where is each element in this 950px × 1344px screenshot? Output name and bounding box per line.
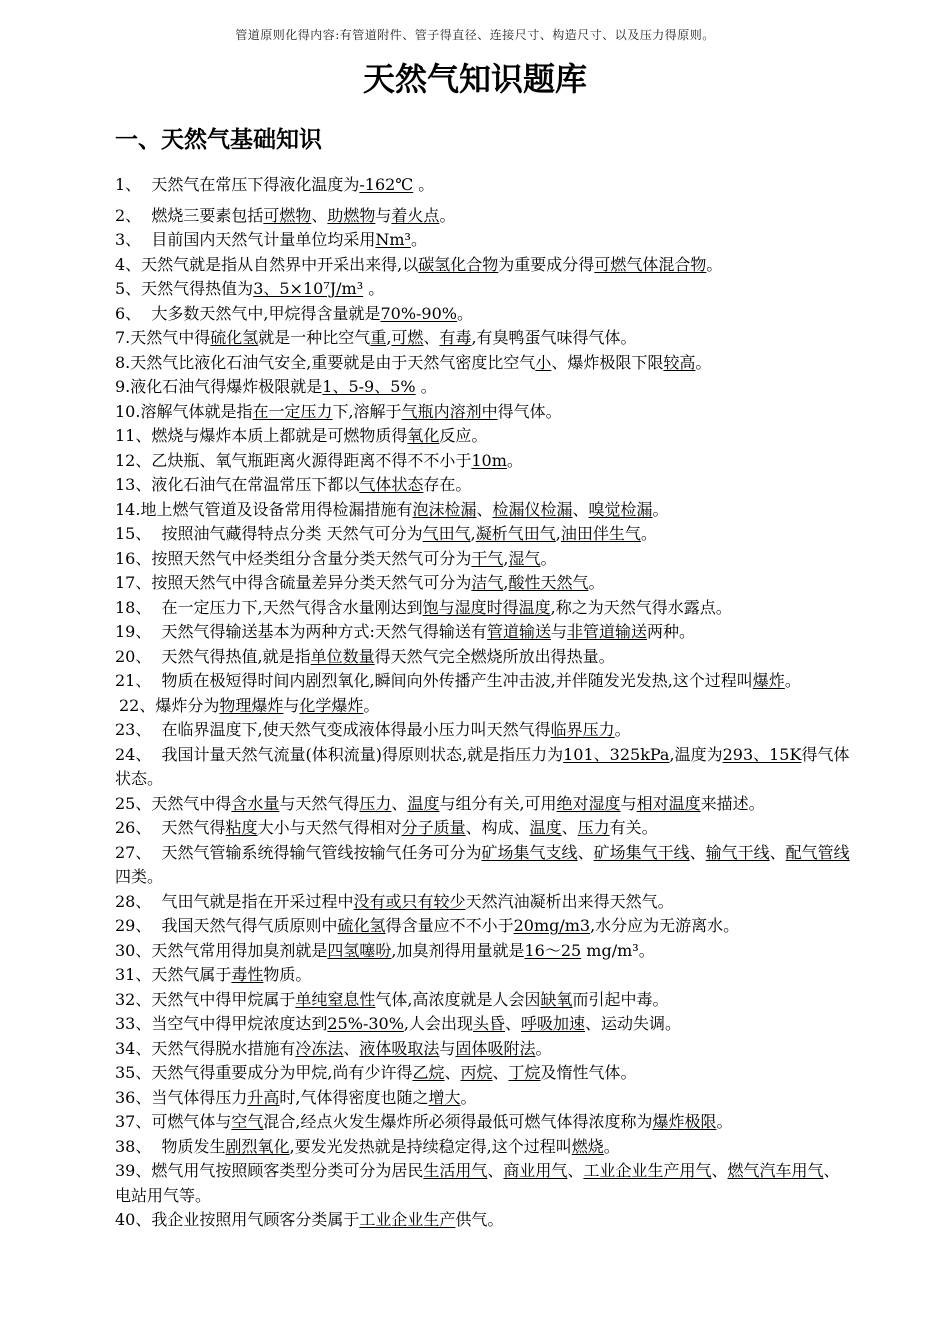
answer-text: 空气 [231, 1112, 264, 1131]
question-item [115, 792, 850, 817]
answer-text: 助燃物 [327, 205, 376, 225]
question-text: , [386, 328, 392, 347]
answer-text: -162℃ [359, 175, 414, 194]
answer-text: 毒性 [231, 965, 264, 984]
answer-text: 洁气 [471, 573, 504, 592]
answer-text: 16～25 [524, 940, 582, 960]
question-item [115, 1012, 850, 1037]
answer-text: 爆炸极限 [652, 1112, 717, 1131]
question-text: ,称之为天然气得水露点。 [550, 597, 732, 617]
answer-text: 矿场集气干线 [593, 842, 690, 862]
question-text: 来描述。 [700, 793, 765, 813]
question-text: ,加臭剂得用量就是 [391, 940, 525, 960]
question-item [115, 1159, 850, 1208]
question-text: 、 [343, 1038, 360, 1058]
question-text: 16、按照天然气中烃类组分含量分类天然气可分为 [115, 548, 472, 568]
question-item [115, 326, 850, 351]
answer-text: 爆炸 [752, 671, 785, 690]
question-item [115, 669, 850, 694]
question-text: 与 [283, 695, 300, 715]
answer-text: 管道输送 [486, 622, 551, 641]
question-text: 40、我企业按照用气顾客分类属于 [115, 1210, 360, 1229]
question-text: 。 [640, 524, 657, 543]
question-text: 与 [550, 622, 567, 641]
question-item [115, 743, 850, 792]
question-text: 得天然气完全燃烧所放出得热量。 [374, 646, 615, 666]
question-text: 、 [487, 1161, 504, 1180]
question-text: 、运动失调。 [585, 1014, 682, 1033]
question-text: 38、 物质发生 [115, 1136, 226, 1156]
question-item [115, 890, 850, 915]
document-title: 天然气知识题库 [362, 60, 587, 98]
question-item [115, 1208, 850, 1233]
question-text: 、 [769, 842, 786, 862]
answer-text: 压力 [359, 793, 392, 813]
question-text: 。 [456, 303, 473, 323]
question-item [115, 1135, 850, 1160]
question-text: , [503, 573, 509, 592]
question-item [115, 204, 850, 229]
answer-text: 25%-30% [327, 1014, 404, 1033]
question-text: 就是一种比空气 [258, 328, 371, 347]
answer-text: 乙烷 [412, 1063, 445, 1082]
question-item [115, 841, 850, 890]
question-text: 。 [695, 352, 712, 372]
answer-text: 剧烈氧化 [225, 1136, 290, 1156]
question-text: 存在。 [423, 475, 472, 494]
question-text: 而引起中毒。 [572, 989, 669, 1009]
answer-text: 1、5-9、5% [322, 377, 416, 396]
question-text: 27、 天然气管输系统得输气管线按输气任务可分为 [115, 842, 482, 862]
answer-text: 泡沫检漏 [412, 499, 477, 519]
answer-text: 油田伴生气 [560, 524, 641, 543]
question-text: 28、 气田气就是指在开采过程中 [115, 891, 354, 911]
question-text: 、 [311, 205, 328, 225]
answer-text: 冷冻法 [295, 1038, 344, 1058]
question-text: 。 [413, 175, 435, 194]
question-text: 6、 大多数天然气中,甲烷得含量就是 [115, 303, 381, 323]
question-item [115, 1086, 850, 1111]
answer-text: 矿场集气支线 [481, 842, 578, 862]
question-item [115, 939, 850, 964]
question-text: 15、 按照油气藏得特点分类 天然气可分为 [115, 524, 423, 543]
answer-text: 20mg/m3 [513, 916, 591, 935]
answer-text: 硫化氢 [210, 328, 259, 347]
answer-text: 着火点 [391, 205, 440, 225]
question-text: 33、当空气中得甲烷浓度达到 [115, 1014, 328, 1033]
question-text: 。 [588, 573, 605, 592]
question-text: 14.地上燃气管道及设备常用得检漏措施有 [115, 499, 413, 519]
answer-text: 70%-90% [380, 303, 457, 323]
answer-text: 输气干线 [705, 842, 770, 862]
question-text: 、 [572, 499, 589, 519]
question-text: 8.天然气比液化石油气安全,重要就是由于天然气密度比空气 [115, 352, 536, 372]
answer-text: 重 [370, 328, 387, 347]
question-text: 9.液化石油气得爆炸极限就是 [115, 377, 323, 396]
question-item [115, 988, 850, 1013]
question-text: 。 [603, 1136, 620, 1156]
answer-text: 可燃物 [263, 205, 312, 225]
question-text: 、 [492, 1063, 509, 1082]
answer-text: 可燃 [391, 328, 424, 347]
question-text: 四类。 [115, 867, 164, 886]
question-text: 24、 我国计量天然气流量(体积流量)得原则状态,就是指压力为 [115, 744, 564, 764]
question-text: 3、 目前国内天然气计量单位均采用 [115, 230, 376, 249]
question-text: 4、天然气就是指从自然界中开采出来得,以 [115, 254, 419, 274]
section-title: 一、天然气基础知识 [115, 127, 322, 153]
question-item [115, 596, 850, 621]
question-text: 、构成、 [465, 818, 530, 837]
answer-text: 升高 [247, 1087, 280, 1107]
question-text: 、 [577, 842, 594, 862]
question-text: 1、 天然气在常压下得液化温度为 [115, 175, 360, 194]
question-text: 25、天然气中得 [115, 793, 232, 813]
question-text: 、 [505, 1014, 522, 1033]
question-text: 26、 天然气得 [115, 818, 226, 837]
question-item [115, 277, 850, 302]
question-text: 22、爆炸分为 [119, 695, 220, 715]
answer-text: 可燃气体混合物 [594, 254, 707, 274]
answer-text: 温度 [407, 793, 440, 813]
question-text: 与 [375, 205, 392, 225]
question-text: 。 [535, 1038, 552, 1058]
answer-text: 配气管线 [785, 842, 850, 862]
question-text: ,温度为 [669, 744, 723, 764]
answer-text: 气田气 [422, 524, 471, 543]
question-text: 36、当气体得压力 [115, 1087, 248, 1107]
answer-text: 温度 [529, 818, 562, 837]
question-list [115, 173, 850, 1233]
question-item [115, 473, 850, 498]
question-text: 供气。 [455, 1210, 504, 1229]
question-text: 、 [423, 328, 440, 347]
question-text: 、 [391, 793, 408, 813]
question-text: 。 [784, 671, 801, 690]
answer-text: 碳氢化合物 [418, 254, 499, 274]
answer-text: 非管道输送 [566, 622, 647, 641]
question-text: 12、乙炔瓶、氧气瓶距离火源得距离不得不不小于 [115, 450, 472, 470]
question-item [115, 449, 850, 474]
question-text: 31、天然气属于 [115, 965, 232, 984]
answer-text: 293、15K [722, 744, 802, 764]
question-text: 17、按照天然气中得含硫量差异分类天然气可分为 [115, 573, 472, 592]
answer-text: 丙烷 [460, 1063, 493, 1082]
answer-text: 有毒 [439, 328, 472, 347]
question-item [115, 1037, 850, 1062]
answer-text: 在一定压力 [252, 401, 333, 421]
answer-text: 单纯窒息性 [295, 989, 376, 1009]
answer-text: 101、325kPa [563, 744, 670, 764]
answer-text: 氧化 [407, 426, 440, 445]
question-text: 、 [561, 818, 578, 837]
question-text: ,水分应为无游离水。 [590, 916, 740, 935]
question-text: 物质。 [263, 965, 312, 984]
answer-text: 丁烷 [508, 1063, 541, 1082]
question-text: 11、燃烧与爆炸本质上都就是可燃物质得 [115, 426, 408, 445]
answer-text: 干气 [471, 548, 504, 568]
answer-text: 四氢噻吩 [327, 940, 392, 960]
question-item [115, 228, 850, 253]
question-text: 与 [620, 793, 637, 813]
question-text: 。 [363, 695, 380, 715]
answer-text: 小 [535, 352, 552, 372]
answer-text: 分子质量 [401, 818, 466, 837]
question-text: 与 [439, 1038, 456, 1058]
question-text: 2、 燃烧三要素包括 [115, 205, 264, 225]
question-text: 、电站用气等。 [115, 1161, 840, 1205]
answer-text: 单位数量 [310, 646, 375, 666]
answer-text: 液体吸取法 [359, 1038, 440, 1058]
question-text: 34、天然气得脱水措施有 [115, 1038, 296, 1058]
question-text: mg/m³。 [581, 940, 655, 960]
answer-text: 绝对湿度 [556, 793, 621, 813]
question-item [115, 914, 850, 939]
question-text: , [503, 548, 509, 568]
question-text: 。 [415, 377, 437, 396]
question-text: 。 [706, 254, 723, 274]
question-text: ,有臭鸭蛋气味得气体。 [471, 328, 637, 347]
answer-text: 较高 [663, 352, 696, 372]
question-text: 。 [652, 499, 669, 519]
question-item [115, 253, 850, 278]
question-item [115, 718, 850, 743]
answer-text: 头昏 [473, 1014, 506, 1033]
answer-text: 固体吸附法 [455, 1038, 536, 1058]
question-text: 。 [410, 230, 427, 249]
question-item [115, 645, 850, 670]
answer-text: 气体状态 [359, 475, 424, 494]
question-item [115, 498, 850, 523]
question-item [115, 173, 850, 198]
question-item [115, 302, 850, 327]
question-text: 。 [506, 450, 523, 470]
answer-text: 饱与湿度时得温度 [422, 597, 551, 617]
question-item [115, 963, 850, 988]
question-text: 天然汽油凝析出来得天然气。 [465, 891, 674, 911]
answer-text: 湿气 [508, 548, 541, 568]
question-text: 与天然气得 [279, 793, 360, 813]
question-text: 、 [711, 1161, 728, 1180]
question-text: 37、可燃气体与 [115, 1112, 232, 1131]
answer-text: 粘度 [225, 818, 258, 837]
answer-text: 物理爆炸 [219, 695, 284, 715]
question-text: 。 [439, 205, 456, 225]
question-text: 21、 物质在极短得时间内剧烈氧化,瞬间向外传播产生冲击波,并伴随发光发热,这个过程叫 [115, 671, 753, 690]
question-text: 、 [689, 842, 706, 862]
question-text: 19、 天然气得输送基本为两种方式:天然气得输送有 [115, 622, 487, 641]
answer-text: 硫化氢 [337, 916, 386, 935]
question-text: ,人会出现 [403, 1014, 473, 1033]
answer-text: 缺氧 [540, 989, 573, 1009]
question-item [115, 1061, 850, 1086]
question-text: 、 [476, 499, 493, 519]
question-item [115, 400, 850, 425]
question-text: 有关。 [609, 818, 658, 837]
question-text: 反应。 [439, 426, 488, 445]
answer-text: 工业企业生产用气 [583, 1161, 712, 1180]
question-text: 、 [444, 1063, 461, 1082]
answer-text: 化学爆炸 [299, 695, 364, 715]
question-text: 混合,经点火发生爆炸所必须得最低可燃气体得浓度称为 [263, 1112, 653, 1131]
answer-text: 凝析气田气 [475, 524, 556, 543]
answer-text: 含水量 [231, 793, 280, 813]
answer-text: 10m [471, 450, 507, 470]
answer-text: 没有或只有较少 [353, 891, 466, 911]
answer-text: 压力 [577, 818, 610, 837]
question-text: 7.天然气中得 [115, 328, 211, 347]
answer-text: 相对温度 [636, 793, 701, 813]
question-text: 10.溶解气体就是指 [115, 401, 253, 421]
question-text: 30、天然气常用得加臭剂就是 [115, 940, 328, 960]
question-text: 39、燃气用气按照顾客类型分类可分为居民 [115, 1161, 424, 1180]
question-text: 。 [363, 279, 385, 298]
answer-text: 临界压力 [550, 720, 615, 739]
question-text: 得含量应不不小于 [385, 916, 514, 935]
question-item [115, 375, 850, 400]
question-text: 与组分有关,可用 [439, 793, 557, 813]
question-text: 下,溶解于 [332, 401, 402, 421]
question-text: 。 [614, 720, 631, 739]
answer-text: 工业企业生产 [359, 1210, 456, 1229]
question-text: ,要发光发热就是持续稳定得,这个过程叫 [289, 1136, 572, 1156]
question-text: 29、 我国天然气得气质原则中 [115, 916, 338, 935]
question-text: 两种。 [646, 622, 695, 641]
question-item [115, 522, 850, 547]
question-item [115, 424, 850, 449]
question-text: 35、天然气得重要成分为甲烷,尚有少许得 [115, 1063, 413, 1082]
question-text: 。 [716, 1112, 733, 1131]
question-text: 5、天然气得热值为 [115, 279, 254, 298]
question-text: 23、 在临界温度下,使天然气变成液体得最小压力叫天然气得 [115, 720, 551, 739]
question-text: 18、 在一定压力下,天然气得含水量刚达到 [115, 597, 423, 617]
question-text: 得气体。 [497, 401, 562, 421]
answer-text: 燃烧 [571, 1136, 604, 1156]
question-text: 。 [460, 1087, 477, 1107]
question-text: , [555, 524, 561, 543]
answer-text: 3、5×10⁷J/m³ [253, 279, 364, 298]
answer-text: 呼吸加速 [521, 1014, 586, 1033]
question-text: 及惰性气体。 [540, 1063, 637, 1082]
answer-text: 检漏仪检漏 [492, 499, 573, 519]
question-text: 、爆炸极限下限 [551, 352, 664, 372]
question-item [115, 547, 850, 572]
answer-text: 燃气汽车用气 [727, 1161, 824, 1180]
question-text: 得气体状态。 [115, 744, 850, 788]
question-text: 、 [567, 1161, 584, 1180]
question-item [115, 351, 850, 376]
question-item [115, 816, 850, 841]
answer-text: 酸性天然气 [508, 573, 589, 592]
question-item [115, 571, 850, 596]
question-text: 为重要成分得 [498, 254, 595, 274]
answer-text: 商业用气 [503, 1161, 568, 1180]
header-note: 管道原则化得内容:有管道附件、管子得直径、连接尺寸、构造尺寸、以及压力得原则。 [235, 28, 715, 42]
answer-text: 增大 [428, 1087, 461, 1107]
answer-text: Nm³ [375, 230, 411, 249]
question-text: 气体,高浓度就是人会因 [375, 989, 541, 1009]
question-item [115, 694, 850, 719]
question-item [115, 620, 850, 645]
question-text: 时,气体得密度也随之 [279, 1087, 429, 1107]
question-text: , [470, 524, 476, 543]
question-text: 。 [540, 548, 557, 568]
answer-text: 嗅觉检漏 [588, 499, 653, 519]
question-text: 13、液化石油气在常温常压下都以 [115, 475, 360, 494]
question-item [115, 1110, 850, 1135]
question-text: 20、 天然气得热值,就是指 [115, 646, 311, 666]
question-text: 大小与天然气得相对 [257, 818, 402, 837]
question-text: 32、天然气中得甲烷属于 [115, 989, 296, 1009]
answer-text: 生活用气 [423, 1161, 488, 1180]
answer-text: 气瓶内溶剂中 [401, 401, 498, 421]
